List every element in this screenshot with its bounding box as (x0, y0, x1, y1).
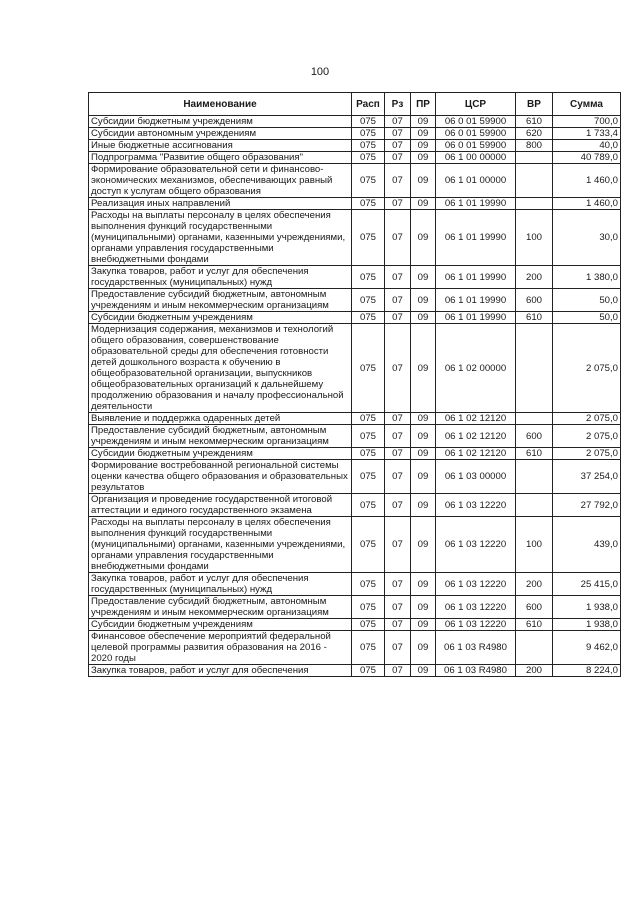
row-rasp: 075 (352, 631, 385, 665)
row-rasp: 075 (352, 152, 385, 164)
row-vr (516, 152, 553, 164)
row-rasp: 075 (352, 289, 385, 312)
table-row (89, 116, 621, 128)
row-csr: 06 1 03 00000 (436, 460, 516, 494)
row-csr: 06 1 03 12220 (436, 573, 516, 596)
row-vr: 610 (516, 116, 553, 128)
row-csr: 06 1 03 12220 (436, 619, 516, 631)
row-rz: 07 (385, 665, 411, 677)
row-vr: 600 (516, 596, 553, 619)
row-csr: 06 1 03 12220 (436, 494, 516, 517)
row-rasp: 075 (352, 573, 385, 596)
row-vr (516, 460, 553, 494)
row-csr: 06 0 01 59900 (436, 116, 516, 128)
row-name: Предоставление субсидий бюджетным, автономным учреждениям и иным некоммерческим организациям (89, 596, 352, 619)
row-name: Субсидии автономным учреждениям (89, 128, 352, 140)
row-sum: 1 460,0 (553, 164, 621, 198)
row-csr: 06 1 02 12120 (436, 425, 516, 448)
row-rz: 07 (385, 266, 411, 289)
row-pr: 09 (411, 425, 436, 448)
row-csr: 06 1 02 12120 (436, 448, 516, 460)
row-name: Формирование образовательной сети и финансово-экономических механизмов, обеспечивающих равный доступ к услугам общего образования (89, 164, 352, 198)
row-vr: 620 (516, 128, 553, 140)
header-rz: Рз (385, 93, 411, 116)
row-vr: 800 (516, 140, 553, 152)
row-rz: 07 (385, 312, 411, 324)
row-rasp: 075 (352, 140, 385, 152)
row-pr: 09 (411, 198, 436, 210)
row-sum: 1 733,4 (553, 128, 621, 140)
row-sum: 2 075,0 (553, 324, 621, 413)
row-vr: 600 (516, 289, 553, 312)
table-row (89, 573, 621, 596)
row-vr: 600 (516, 425, 553, 448)
row-rasp: 075 (352, 324, 385, 413)
row-sum: 700,0 (553, 116, 621, 128)
table-row (89, 128, 621, 140)
header-csr: ЦСР (436, 93, 516, 116)
page-number: 100 (310, 66, 330, 78)
row-csr: 06 1 02 00000 (436, 324, 516, 413)
row-pr: 09 (411, 116, 436, 128)
row-csr: 06 1 03 R4980 (436, 665, 516, 677)
row-sum: 1 938,0 (553, 619, 621, 631)
table-row (89, 164, 621, 198)
row-name: Расходы на выплаты персоналу в целях обеспечения выполнения функций государственными (муниципальными) органами, казенными учреждениями, органами управления государственными внебюджетными фондами (89, 210, 352, 266)
row-sum: 40,0 (553, 140, 621, 152)
row-name: Субсидии бюджетным учреждениям (89, 116, 352, 128)
table-row (89, 152, 621, 164)
row-name: Реализация иных направлений (89, 198, 352, 210)
row-sum: 439,0 (553, 517, 621, 573)
row-sum: 50,0 (553, 289, 621, 312)
row-rz: 07 (385, 573, 411, 596)
row-vr: 200 (516, 266, 553, 289)
row-name: Предоставление субсидий бюджетным, автономным учреждениям и иным некоммерческим организациям (89, 289, 352, 312)
row-vr (516, 324, 553, 413)
row-pr: 09 (411, 266, 436, 289)
table-header-row (89, 93, 621, 116)
table-row (89, 266, 621, 289)
row-csr: 06 1 01 19990 (436, 210, 516, 266)
row-name: Субсидии бюджетным учреждениям (89, 619, 352, 631)
row-sum: 50,0 (553, 312, 621, 324)
row-sum: 8 224,0 (553, 665, 621, 677)
row-vr (516, 413, 553, 425)
row-rz: 07 (385, 140, 411, 152)
row-name: Субсидии бюджетным учреждениям (89, 448, 352, 460)
row-pr: 09 (411, 210, 436, 266)
table-row (89, 517, 621, 573)
budget-table (88, 92, 621, 677)
table-row (89, 631, 621, 665)
table-row (89, 289, 621, 312)
row-rz: 07 (385, 164, 411, 198)
row-sum: 9 462,0 (553, 631, 621, 665)
table-row (89, 413, 621, 425)
row-pr: 09 (411, 413, 436, 425)
row-sum: 40 789,0 (553, 152, 621, 164)
row-rasp: 075 (352, 312, 385, 324)
row-pr: 09 (411, 494, 436, 517)
row-name: Закупка товаров, работ и услуг для обеспечения государственных (муниципальных) нужд (89, 573, 352, 596)
row-csr: 06 1 03 12220 (436, 596, 516, 619)
row-csr: 06 1 01 00000 (436, 164, 516, 198)
table-row (89, 425, 621, 448)
row-rz: 07 (385, 324, 411, 413)
row-pr: 09 (411, 460, 436, 494)
row-sum: 2 075,0 (553, 448, 621, 460)
row-rasp: 075 (352, 448, 385, 460)
row-rasp: 075 (352, 425, 385, 448)
row-rasp: 075 (352, 266, 385, 289)
row-vr: 610 (516, 448, 553, 460)
row-rz: 07 (385, 494, 411, 517)
row-pr: 09 (411, 665, 436, 677)
row-name: Модернизация содержания, механизмов и технологий общего образования, совершенствование образовательной среды для обеспечения готовности детей дошкольного возраста к обучению в общеобразовательной организации, выпускников общеобразовательных организаций к дальнейшему продолжению образования и началу профессиональной деятельности (89, 324, 352, 413)
row-csr: 06 1 02 12120 (436, 413, 516, 425)
row-name: Выявление и поддержка одаренных детей (89, 413, 352, 425)
row-pr: 09 (411, 596, 436, 619)
row-name: Расходы на выплаты персоналу в целях обеспечения выполнения функций государственными (муниципальными) органами, казенными учреждениями, органами управления государственными внебюджетными фондами (89, 517, 352, 573)
row-pr: 09 (411, 152, 436, 164)
row-name: Субсидии бюджетным учреждениям (89, 312, 352, 324)
row-vr: 610 (516, 312, 553, 324)
table-row (89, 665, 621, 677)
row-vr: 200 (516, 573, 553, 596)
header-rasp: Расп (352, 93, 385, 116)
row-sum: 1 460,0 (553, 198, 621, 210)
row-pr: 09 (411, 619, 436, 631)
row-pr: 09 (411, 517, 436, 573)
row-vr: 100 (516, 210, 553, 266)
row-csr: 06 1 01 19990 (436, 289, 516, 312)
row-rasp: 075 (352, 665, 385, 677)
row-sum: 30,0 (553, 210, 621, 266)
row-vr (516, 494, 553, 517)
row-rz: 07 (385, 198, 411, 210)
row-sum: 27 792,0 (553, 494, 621, 517)
row-name: Подпрограмма "Развитие общего образования" (89, 152, 352, 164)
row-name: Иные бюджетные ассигнования (89, 140, 352, 152)
row-rasp: 075 (352, 619, 385, 631)
row-vr (516, 631, 553, 665)
row-rz: 07 (385, 413, 411, 425)
row-rasp: 075 (352, 596, 385, 619)
row-csr: 06 1 01 19990 (436, 312, 516, 324)
row-csr: 06 1 00 00000 (436, 152, 516, 164)
row-sum: 1 938,0 (553, 596, 621, 619)
row-sum: 1 380,0 (553, 266, 621, 289)
table-row (89, 619, 621, 631)
row-rz: 07 (385, 460, 411, 494)
row-csr: 06 1 01 19990 (436, 198, 516, 210)
row-rasp: 075 (352, 517, 385, 573)
row-csr: 06 1 01 19990 (436, 266, 516, 289)
row-rz: 07 (385, 289, 411, 312)
header-sum: Сумма (553, 93, 621, 116)
row-rasp: 075 (352, 198, 385, 210)
table-row (89, 140, 621, 152)
row-rz: 07 (385, 517, 411, 573)
row-sum: 25 415,0 (553, 573, 621, 596)
header-vr: ВР (516, 93, 553, 116)
row-name: Закупка товаров, работ и услуг для обеспечения (89, 665, 352, 677)
table-row (89, 596, 621, 619)
row-vr: 100 (516, 517, 553, 573)
row-vr (516, 164, 553, 198)
row-rasp: 075 (352, 128, 385, 140)
row-rz: 07 (385, 210, 411, 266)
row-rasp: 075 (352, 210, 385, 266)
row-vr: 200 (516, 665, 553, 677)
header-name: Наименование (89, 93, 352, 116)
table-row (89, 448, 621, 460)
row-name: Предоставление субсидий бюджетным, автономным учреждениям и иным некоммерческим организациям (89, 425, 352, 448)
row-csr: 06 0 01 59900 (436, 128, 516, 140)
row-vr (516, 198, 553, 210)
table-row (89, 324, 621, 413)
row-rz: 07 (385, 448, 411, 460)
row-pr: 09 (411, 164, 436, 198)
row-sum: 2 075,0 (553, 425, 621, 448)
row-pr: 09 (411, 289, 436, 312)
row-pr: 09 (411, 573, 436, 596)
row-csr: 06 0 01 59900 (436, 140, 516, 152)
row-rasp: 075 (352, 164, 385, 198)
row-sum: 37 254,0 (553, 460, 621, 494)
row-csr: 06 1 03 12220 (436, 517, 516, 573)
row-rz: 07 (385, 619, 411, 631)
row-rz: 07 (385, 596, 411, 619)
table-row (89, 198, 621, 210)
row-rz: 07 (385, 116, 411, 128)
row-rasp: 075 (352, 460, 385, 494)
row-rz: 07 (385, 128, 411, 140)
row-name: Закупка товаров, работ и услуг для обеспечения государственных (муниципальных) нужд (89, 266, 352, 289)
table-row (89, 494, 621, 517)
table-row (89, 210, 621, 266)
row-pr: 09 (411, 324, 436, 413)
row-name: Финансовое обеспечение мероприятий федеральной целевой программы развития образования на 2016 - 2020 годы (89, 631, 352, 665)
row-name: Формирование востребованной региональной системы оценки качества общего образования и образовательных результатов (89, 460, 352, 494)
row-rz: 07 (385, 631, 411, 665)
row-rz: 07 (385, 152, 411, 164)
row-rasp: 075 (352, 413, 385, 425)
table-row (89, 312, 621, 324)
row-sum: 2 075,0 (553, 413, 621, 425)
row-pr: 09 (411, 631, 436, 665)
row-rasp: 075 (352, 116, 385, 128)
row-pr: 09 (411, 128, 436, 140)
row-csr: 06 1 03 R4980 (436, 631, 516, 665)
row-pr: 09 (411, 312, 436, 324)
row-pr: 09 (411, 140, 436, 152)
row-vr: 610 (516, 619, 553, 631)
table-row (89, 460, 621, 494)
row-pr: 09 (411, 448, 436, 460)
row-name: Организация и проведение государственной итоговой аттестации и единого государственного экзамена (89, 494, 352, 517)
row-rasp: 075 (352, 494, 385, 517)
row-rz: 07 (385, 425, 411, 448)
header-pr: ПР (411, 93, 436, 116)
